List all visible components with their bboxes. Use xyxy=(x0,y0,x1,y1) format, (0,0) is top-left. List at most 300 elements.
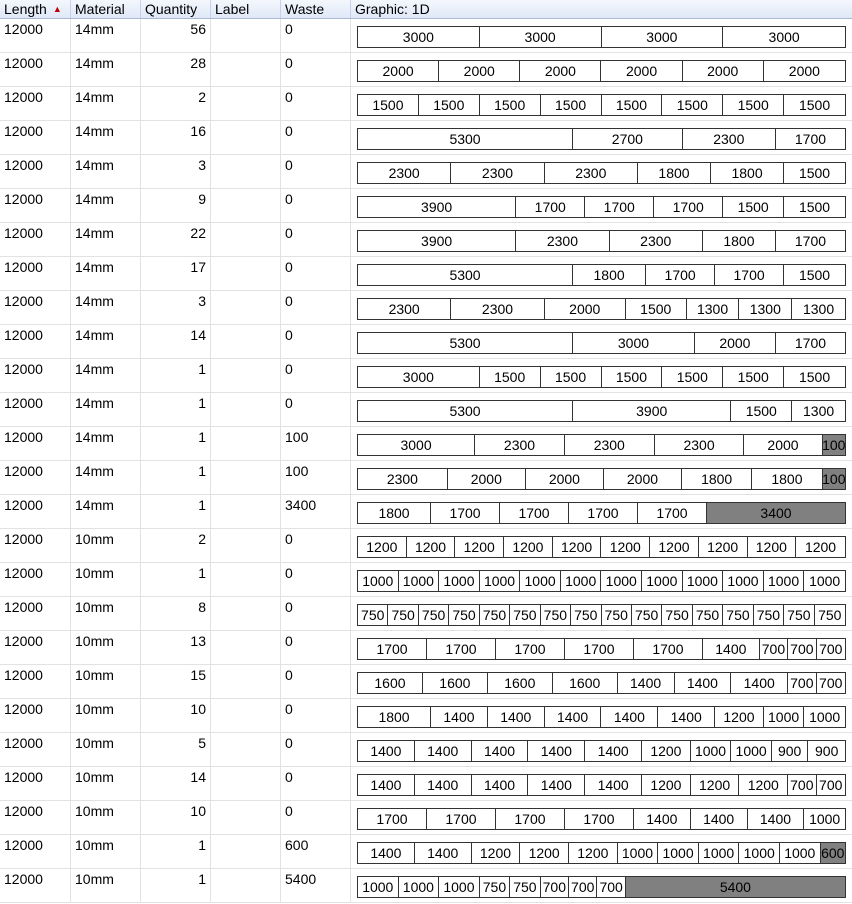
cell-waste: 0 xyxy=(281,223,351,256)
cut-piece: 2300 xyxy=(565,435,655,455)
cell-material: 10mm xyxy=(71,835,141,868)
cut-piece: 1700 xyxy=(794,233,827,249)
cell-material: 14mm xyxy=(71,359,141,392)
cut-piece: 1000 xyxy=(764,707,805,727)
cut-piece: 1500 xyxy=(358,95,419,115)
cut-piece: 1700 xyxy=(431,503,500,523)
cut-piece: 1500 xyxy=(798,267,831,283)
cut-piece: 1500 xyxy=(602,95,663,115)
cell-label xyxy=(211,427,281,460)
cell-waste: 0 xyxy=(281,359,351,392)
cell-quantity: 1 xyxy=(141,495,211,528)
cell-waste: 0 xyxy=(281,257,351,290)
cell-length: 12000 xyxy=(0,223,71,256)
table-row[interactable] xyxy=(0,121,852,155)
table-row[interactable] xyxy=(0,189,852,223)
cut-piece: 1000 xyxy=(358,571,399,591)
cell-length: 12000 xyxy=(0,121,71,154)
cell-material: 10mm xyxy=(71,699,141,732)
sort-ascending-icon[interactable]: ▲ xyxy=(52,4,62,14)
cut-piece: 750 xyxy=(571,605,601,625)
cell-material: 10mm xyxy=(71,597,141,630)
cell-length: 12000 xyxy=(0,461,71,494)
table-row[interactable] xyxy=(0,869,852,903)
cut-piece: 3000 xyxy=(358,435,475,455)
column-header-graphic[interactable]: Graphic: 1D xyxy=(355,1,430,17)
cell-waste: 0 xyxy=(281,733,351,766)
cut-piece: 1400 xyxy=(675,673,732,693)
cell-quantity: 1 xyxy=(141,869,211,902)
cutting-bar xyxy=(357,706,846,728)
table-row[interactable] xyxy=(0,529,852,563)
cell-length: 12000 xyxy=(0,869,71,902)
cut-piece: 1700 xyxy=(634,639,703,659)
cut-piece: 2300 xyxy=(516,231,609,251)
cut-piece: 2000 xyxy=(788,63,820,79)
cut-piece: 1300 xyxy=(803,403,835,419)
cutting-bar xyxy=(357,94,846,116)
cut-piece: 1200 xyxy=(642,775,691,795)
cut-piece: 1500 xyxy=(419,95,480,115)
cell-quantity: 16 xyxy=(141,121,211,154)
cell-label xyxy=(211,665,281,698)
cut-piece: 2000 xyxy=(448,469,526,489)
cut-piece: 700 xyxy=(597,877,625,897)
cutting-bar xyxy=(357,672,846,694)
cell-quantity: 2 xyxy=(141,87,211,120)
cut-piece: 1500 xyxy=(480,367,541,387)
cutting-bar xyxy=(357,434,846,456)
table-row[interactable] xyxy=(0,325,852,359)
cell-quantity: 1 xyxy=(141,835,211,868)
table-row[interactable] xyxy=(0,631,852,665)
cut-piece: 750 xyxy=(358,605,388,625)
cell-waste: 100 xyxy=(281,461,351,494)
cell-length: 12000 xyxy=(0,631,71,664)
cut-piece: 1800 xyxy=(711,163,784,183)
cut-piece: 750 xyxy=(723,605,753,625)
cut-piece: 750 xyxy=(510,605,540,625)
cut-piece: 3000 xyxy=(768,29,800,45)
cutting-bar xyxy=(357,366,846,388)
cut-piece: 750 xyxy=(693,605,723,625)
cut-piece: 1700 xyxy=(565,809,634,829)
cut-piece: 5300 xyxy=(358,265,573,285)
cut-piece: 750 xyxy=(602,605,632,625)
cut-piece: 1400 xyxy=(528,775,585,795)
cut-piece: 1600 xyxy=(358,673,423,693)
cell-waste: 3400 xyxy=(281,495,351,528)
cell-quantity: 9 xyxy=(141,189,211,222)
cut-piece: 1800 xyxy=(752,469,822,489)
cell-material: 10mm xyxy=(71,631,141,664)
cell-length: 12000 xyxy=(0,427,71,460)
cut-piece: 700 xyxy=(788,639,816,659)
cell-waste: 0 xyxy=(281,767,351,800)
cutting-bar xyxy=(357,876,846,898)
cut-piece: 1700 xyxy=(427,639,496,659)
table-row[interactable] xyxy=(0,393,852,427)
table-row[interactable] xyxy=(0,665,852,699)
table-row[interactable] xyxy=(0,563,852,597)
cut-piece: 1000 xyxy=(809,811,841,827)
cell-waste: 0 xyxy=(281,563,351,596)
cutting-bar xyxy=(357,332,846,354)
cell-label xyxy=(211,461,281,494)
cut-piece: 1700 xyxy=(516,197,585,217)
table-row[interactable] xyxy=(0,223,852,257)
cut-piece: 750 xyxy=(510,877,540,897)
waste-piece: 3400 xyxy=(707,503,845,523)
cut-piece: 1700 xyxy=(358,639,427,659)
cut-piece: 1500 xyxy=(798,369,831,385)
cell-label xyxy=(211,767,281,800)
cell-quantity: 14 xyxy=(141,767,211,800)
cutting-bar xyxy=(357,740,846,762)
cut-piece: 2300 xyxy=(451,299,544,319)
cutting-bar xyxy=(357,774,846,796)
cut-piece: 1200 xyxy=(642,741,691,761)
waste-piece: 5400 xyxy=(626,877,845,897)
table-row[interactable] xyxy=(0,257,852,291)
column-header-label[interactable]: Label xyxy=(211,0,281,18)
cut-piece: 1700 xyxy=(358,809,427,829)
cell-material: 14mm xyxy=(71,155,141,188)
waste-piece: 600 xyxy=(821,845,845,861)
cell-waste: 0 xyxy=(281,665,351,698)
cutting-bar xyxy=(357,298,846,320)
cut-piece: 1200 xyxy=(650,537,699,557)
cell-material: 10mm xyxy=(71,801,141,834)
cell-label xyxy=(211,189,281,222)
cell-waste: 5400 xyxy=(281,869,351,902)
cell-length: 12000 xyxy=(0,291,71,324)
cutting-bar xyxy=(357,842,846,864)
cut-piece: 750 xyxy=(662,605,692,625)
cell-label xyxy=(211,87,281,120)
cut-piece: 1000 xyxy=(439,571,480,591)
cut-piece: 2700 xyxy=(573,129,683,149)
cut-piece: 1200 xyxy=(407,537,456,557)
cell-label xyxy=(211,291,281,324)
cell-length: 12000 xyxy=(0,801,71,834)
cut-piece: 1400 xyxy=(731,673,788,693)
cell-length: 12000 xyxy=(0,563,71,596)
cut-piece: 1000 xyxy=(683,571,724,591)
cell-quantity: 28 xyxy=(141,53,211,86)
cut-piece: 700 xyxy=(788,775,816,795)
cell-quantity: 1 xyxy=(141,427,211,460)
table-row[interactable] xyxy=(0,495,852,529)
cut-piece: 2000 xyxy=(604,469,682,489)
column-header-length[interactable] xyxy=(0,0,71,18)
cell-waste: 0 xyxy=(281,631,351,664)
cut-piece: 2300 xyxy=(451,163,544,183)
cell-length: 12000 xyxy=(0,665,71,698)
table-row[interactable] xyxy=(0,427,852,461)
cut-piece: 1000 xyxy=(480,571,521,591)
cut-piece: 1500 xyxy=(541,95,602,115)
cell-quantity: 3 xyxy=(141,155,211,188)
cut-piece: 5300 xyxy=(358,333,573,353)
cut-piece: 1200 xyxy=(520,843,569,863)
cut-piece: 1400 xyxy=(472,741,529,761)
cut-piece: 750 xyxy=(632,605,662,625)
cell-length: 12000 xyxy=(0,359,71,392)
cut-piece: 1400 xyxy=(691,809,748,829)
cut-piece: 750 xyxy=(818,607,842,623)
cell-quantity: 5 xyxy=(141,733,211,766)
cut-piece: 700 xyxy=(819,641,843,657)
cut-piece: 1400 xyxy=(703,639,760,659)
cut-piece: 1400 xyxy=(415,741,472,761)
cut-piece: 2300 xyxy=(358,299,451,319)
cut-piece: 2300 xyxy=(358,469,448,489)
cut-piece: 2300 xyxy=(358,163,451,183)
cut-piece: 1400 xyxy=(358,843,415,863)
column-header-length-label: Length xyxy=(4,1,47,17)
cut-piece: 2300 xyxy=(545,163,638,183)
cut-piece: 1000 xyxy=(358,877,399,897)
cut-piece: 1000 xyxy=(601,571,642,591)
cell-label xyxy=(211,869,281,902)
table-row[interactable] xyxy=(0,53,852,87)
cut-piece: 1000 xyxy=(809,573,841,589)
cut-piece: 5300 xyxy=(358,401,573,421)
column-header-material[interactable]: Material xyxy=(71,0,141,18)
cut-piece: 1000 xyxy=(561,571,602,591)
cut-piece: 1400 xyxy=(601,707,658,727)
cut-piece: 1600 xyxy=(423,673,488,693)
cell-length: 12000 xyxy=(0,495,71,528)
table-row[interactable] xyxy=(0,597,852,631)
cutting-bar xyxy=(357,264,846,286)
grid-header xyxy=(0,0,852,19)
cut-piece: 1200 xyxy=(569,843,618,863)
table-row[interactable] xyxy=(0,699,852,733)
cell-length: 12000 xyxy=(0,767,71,800)
cut-piece: 1200 xyxy=(739,775,788,795)
cut-piece: 1500 xyxy=(602,367,663,387)
cell-label xyxy=(211,801,281,834)
cut-piece: 2000 xyxy=(744,435,822,455)
cell-length: 12000 xyxy=(0,529,71,562)
cell-material: 14mm xyxy=(71,121,141,154)
column-header-waste[interactable]: Waste xyxy=(281,0,351,18)
cutting-bar xyxy=(357,196,846,218)
table-row[interactable] xyxy=(0,155,852,189)
cut-piece: 1200 xyxy=(699,537,748,557)
cell-material: 14mm xyxy=(71,495,141,528)
cut-piece: 1700 xyxy=(500,503,569,523)
cell-length: 12000 xyxy=(0,87,71,120)
waste-piece: 100 xyxy=(822,437,845,453)
cell-material: 14mm xyxy=(71,223,141,256)
cut-piece: 1600 xyxy=(553,673,618,693)
cut-piece: 1000 xyxy=(699,843,740,863)
cell-length: 12000 xyxy=(0,155,71,188)
cut-piece: 3900 xyxy=(573,401,731,421)
cut-piece: 1200 xyxy=(691,775,740,795)
cut-piece: 1500 xyxy=(798,97,831,113)
cell-length: 12000 xyxy=(0,53,71,86)
cut-piece: 1700 xyxy=(654,197,723,217)
table-row[interactable] xyxy=(0,291,852,325)
cell-material: 14mm xyxy=(71,87,141,120)
cell-material: 14mm xyxy=(71,53,141,86)
cut-piece: 700 xyxy=(760,639,788,659)
cut-piece: 1200 xyxy=(472,843,521,863)
cell-waste: 0 xyxy=(281,53,351,86)
cut-piece: 1500 xyxy=(723,95,784,115)
waste-piece: 100 xyxy=(822,471,846,487)
cut-piece: 1000 xyxy=(809,709,841,725)
cell-label xyxy=(211,529,281,562)
table-row[interactable] xyxy=(0,359,852,393)
cutting-bar xyxy=(357,570,846,592)
cut-piece: 1000 xyxy=(723,571,764,591)
cut-piece: 1700 xyxy=(794,335,827,351)
cell-quantity: 10 xyxy=(141,801,211,834)
cut-piece: 1200 xyxy=(715,707,764,727)
cut-piece: 2000 xyxy=(439,61,520,81)
cut-piece: 1200 xyxy=(358,537,407,557)
cutting-bar xyxy=(357,502,846,524)
cell-length: 12000 xyxy=(0,597,71,630)
cut-piece: 900 xyxy=(815,743,839,759)
cut-piece: 1700 xyxy=(496,809,565,829)
cell-waste: 0 xyxy=(281,19,351,52)
cut-piece: 1000 xyxy=(399,877,440,897)
cut-piece: 1000 xyxy=(520,571,561,591)
cell-label xyxy=(211,155,281,188)
cut-piece: 1400 xyxy=(748,809,805,829)
cutting-bar xyxy=(357,128,846,150)
cutting-bar xyxy=(357,230,846,252)
cutting-bar xyxy=(357,638,846,660)
cell-length: 12000 xyxy=(0,835,71,868)
cut-piece: 1000 xyxy=(618,843,659,863)
cut-piece: 1400 xyxy=(358,775,415,795)
cut-piece: 750 xyxy=(754,605,784,625)
cut-piece: 1000 xyxy=(658,843,699,863)
cell-material: 10mm xyxy=(71,869,141,902)
cut-piece: 1400 xyxy=(488,707,545,727)
cut-piece: 1000 xyxy=(399,571,440,591)
table-row[interactable] xyxy=(0,19,852,53)
cut-piece: 1500 xyxy=(662,95,723,115)
cut-piece: 2300 xyxy=(475,435,565,455)
cut-piece: 1500 xyxy=(626,299,687,319)
column-header-quantity[interactable]: Quantity xyxy=(141,0,211,18)
cut-piece: 1000 xyxy=(739,843,780,863)
cell-quantity: 22 xyxy=(141,223,211,256)
cell-label xyxy=(211,733,281,766)
cell-label xyxy=(211,223,281,256)
cell-quantity: 3 xyxy=(141,291,211,324)
cell-length: 12000 xyxy=(0,257,71,290)
cut-piece: 1500 xyxy=(541,367,602,387)
cell-label xyxy=(211,495,281,528)
cell-quantity: 13 xyxy=(141,631,211,664)
cut-piece: 1500 xyxy=(723,367,784,387)
cell-length: 12000 xyxy=(0,189,71,222)
cell-waste: 0 xyxy=(281,121,351,154)
cut-piece: 700 xyxy=(819,675,843,691)
cell-quantity: 15 xyxy=(141,665,211,698)
cell-material: 14mm xyxy=(71,427,141,460)
cell-waste: 600 xyxy=(281,835,351,868)
cell-material: 14mm xyxy=(71,393,141,426)
cell-label xyxy=(211,835,281,868)
cut-piece: 1200 xyxy=(601,537,650,557)
cut-piece: 1000 xyxy=(764,571,805,591)
cut-piece: 750 xyxy=(388,605,418,625)
cut-piece: 1400 xyxy=(634,809,691,829)
table-row[interactable] xyxy=(0,767,852,801)
cell-quantity: 8 xyxy=(141,597,211,630)
cut-piece: 1700 xyxy=(569,503,638,523)
cell-length: 12000 xyxy=(0,733,71,766)
table-row[interactable] xyxy=(0,801,852,835)
cut-piece: 1200 xyxy=(553,537,602,557)
cut-piece: 1300 xyxy=(802,301,835,317)
cut-piece: 1600 xyxy=(488,673,553,693)
cut-piece: 1800 xyxy=(682,469,752,489)
cell-label xyxy=(211,563,281,596)
cut-piece: 1000 xyxy=(780,843,821,863)
cell-label xyxy=(211,325,281,358)
cut-piece: 1300 xyxy=(687,299,740,319)
cell-label xyxy=(211,359,281,392)
table-row[interactable] xyxy=(0,87,852,121)
cut-piece: 1400 xyxy=(585,741,642,761)
cut-piece: 1400 xyxy=(618,673,675,693)
cell-material: 14mm xyxy=(71,19,141,52)
cell-length: 12000 xyxy=(0,393,71,426)
cell-waste: 0 xyxy=(281,699,351,732)
cell-material: 10mm xyxy=(71,529,141,562)
cell-quantity: 10 xyxy=(141,699,211,732)
cut-piece: 1400 xyxy=(528,741,585,761)
table-row[interactable] xyxy=(0,461,852,495)
cut-piece: 700 xyxy=(819,777,843,793)
table-row[interactable] xyxy=(0,733,852,767)
cut-piece: 1000 xyxy=(731,741,772,761)
cell-waste: 0 xyxy=(281,529,351,562)
cut-piece: 1200 xyxy=(455,537,504,557)
cut-piece: 750 xyxy=(480,877,510,897)
cut-piece: 3000 xyxy=(602,27,724,47)
cut-piece: 1800 xyxy=(358,503,431,523)
cut-piece: 750 xyxy=(541,605,571,625)
cut-piece: 2000 xyxy=(695,333,776,353)
cutting-bar xyxy=(357,536,846,558)
cut-piece: 2300 xyxy=(610,231,703,251)
cell-material: 14mm xyxy=(71,189,141,222)
cut-piece: 1400 xyxy=(415,843,472,863)
cutting-bar xyxy=(357,808,846,830)
cutting-bar xyxy=(357,468,846,490)
cut-piece: 2000 xyxy=(358,61,439,81)
cut-piece: 1200 xyxy=(804,539,837,555)
cut-piece: 2000 xyxy=(526,469,604,489)
table-row[interactable] xyxy=(0,835,852,869)
cut-piece: 1400 xyxy=(358,741,415,761)
cut-piece: 700 xyxy=(569,877,597,897)
cell-quantity: 17 xyxy=(141,257,211,290)
cell-quantity: 1 xyxy=(141,461,211,494)
